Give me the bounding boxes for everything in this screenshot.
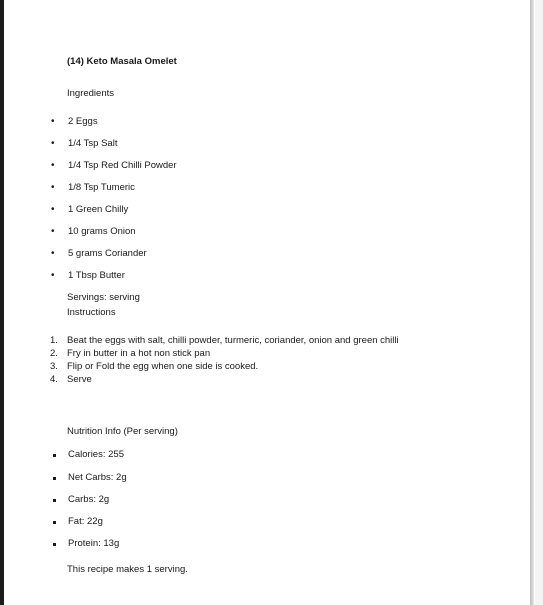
nutrition-item: Fat: 22g bbox=[68, 516, 103, 527]
recipe-title: (14) Keto Masala Omelet bbox=[67, 56, 177, 67]
ingredient-item: 2 Eggs bbox=[68, 116, 98, 127]
nutrition-heading: Nutrition Info (Per serving) bbox=[67, 426, 178, 437]
step-number: 2. bbox=[50, 348, 58, 359]
list-bullet: • bbox=[51, 182, 55, 193]
list-bullet: • bbox=[51, 116, 55, 127]
ingredient-item: 1 Green Chilly bbox=[68, 204, 129, 215]
nutrition-item: Carbs: 2g bbox=[68, 494, 110, 505]
square-bullet bbox=[53, 543, 56, 546]
ingredient-item: 1/8 Tsp Tumeric bbox=[68, 182, 135, 193]
servings-text: Servings: serving bbox=[67, 292, 140, 303]
square-bullet bbox=[53, 499, 56, 502]
nutrition-item: Calories: 255 bbox=[68, 449, 124, 460]
ingredient-item: 1/4 Tsp Salt bbox=[68, 138, 118, 149]
nutrition-item: Net Carbs: 2g bbox=[68, 472, 127, 483]
recipe-footer: This recipe makes 1 serving. bbox=[67, 564, 188, 575]
step-text: Fry in butter in a hot non stick pan bbox=[67, 348, 211, 359]
list-bullet: • bbox=[51, 270, 55, 281]
ingredients-heading: Ingredients bbox=[67, 88, 115, 99]
nutrition-item: Protein: 13g bbox=[68, 538, 120, 549]
list-bullet: • bbox=[51, 248, 55, 259]
step-text: Beat the eggs with salt, chilli powder, turmeric, coriander, onion and green chilli bbox=[67, 335, 399, 346]
ingredient-item: 5 grams Coriander bbox=[68, 248, 147, 259]
ingredient-item: 10 grams Onion bbox=[68, 226, 136, 237]
list-bullet: • bbox=[51, 204, 55, 215]
step-text: Serve bbox=[67, 374, 92, 385]
list-bullet: • bbox=[51, 160, 55, 171]
page-right-shadow bbox=[530, 0, 534, 605]
list-bullet: • bbox=[51, 138, 55, 149]
ingredient-item: 1/4 Tsp Red Chilli Powder bbox=[68, 160, 177, 171]
step-number: 3. bbox=[50, 361, 58, 372]
instructions-heading: Instructions bbox=[67, 307, 116, 318]
page-right-margin bbox=[535, 0, 543, 605]
step-number: 4. bbox=[50, 374, 58, 385]
square-bullet bbox=[53, 521, 56, 524]
square-bullet bbox=[53, 454, 56, 457]
step-number: 1. bbox=[50, 335, 58, 346]
square-bullet bbox=[53, 477, 56, 480]
step-text: Flip or Fold the egg when one side is cooked. bbox=[67, 361, 259, 372]
list-bullet: • bbox=[51, 226, 55, 237]
ingredient-item: 1 Tbsp Butter bbox=[68, 270, 125, 281]
page-left-border bbox=[0, 0, 4, 605]
